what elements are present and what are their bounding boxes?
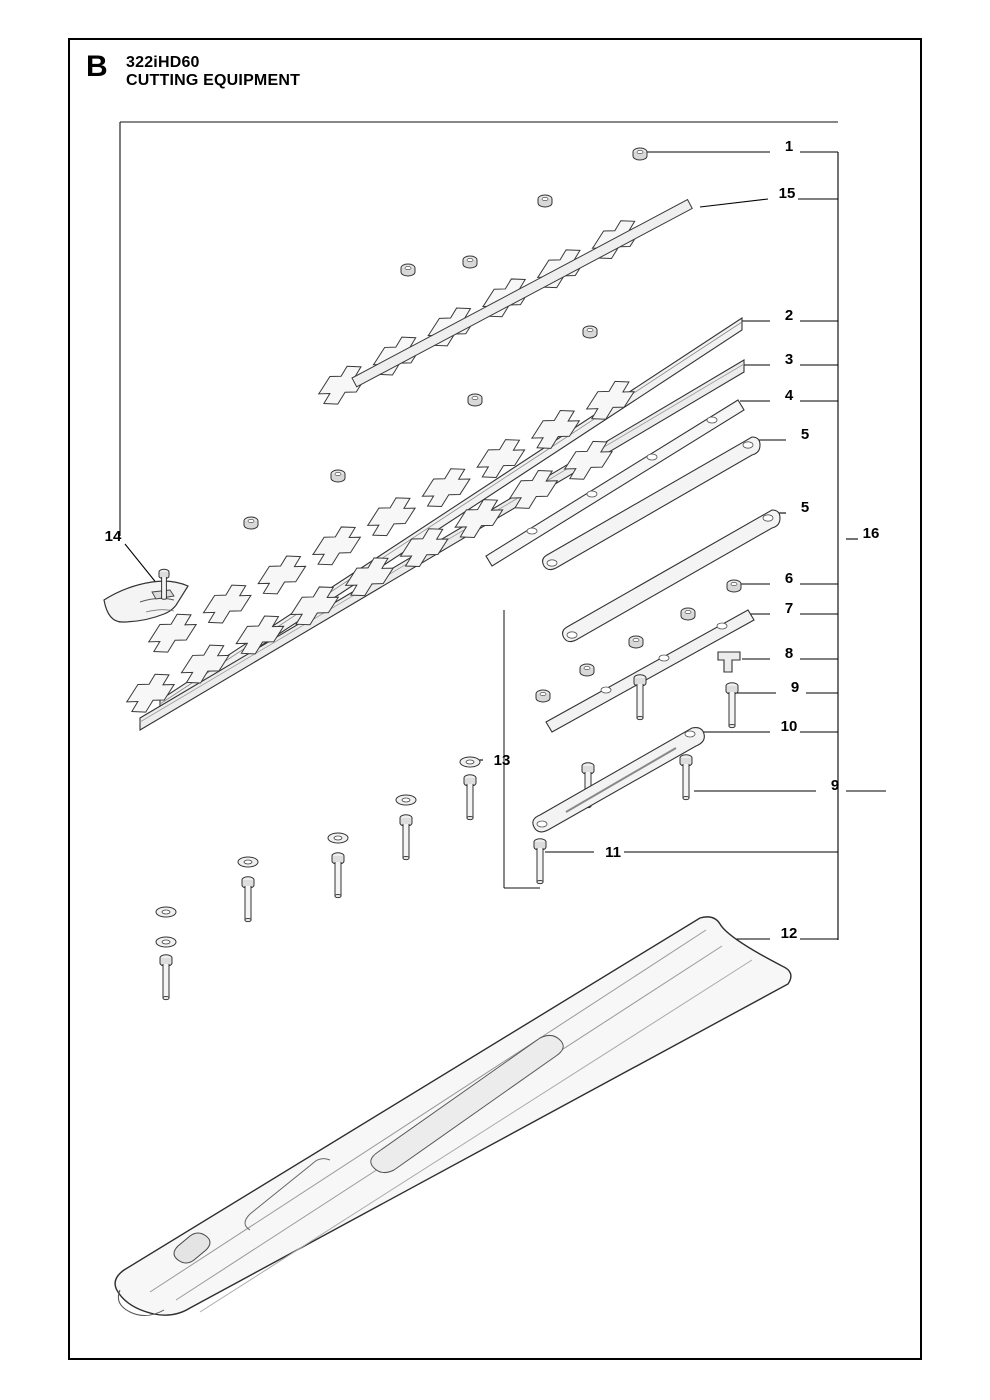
part-6-nut-b [681, 608, 695, 620]
part-6-nut-c [629, 636, 643, 648]
part-11-screw [534, 839, 546, 884]
part-13-screw-d [242, 877, 254, 922]
callout-11: 11 [605, 844, 621, 861]
part-15-upper-cutter [314, 200, 693, 410]
callout-2: 2 [784, 307, 794, 324]
part-13-washer-c [328, 833, 348, 843]
part-1-nut-d [401, 264, 415, 276]
part-12-blade-cover [115, 917, 791, 1316]
part-1-nut-c [463, 256, 477, 268]
part-13-screw-e [160, 955, 172, 1000]
part-14-guard [104, 581, 188, 622]
part-1-nut-e [583, 326, 597, 338]
part-8-clip [718, 652, 740, 672]
part-13-washer-a [460, 757, 480, 767]
part-13-screw-c [332, 853, 344, 898]
part-13-washer-b [396, 795, 416, 805]
callout-6: 6 [784, 570, 794, 587]
part-1-nut-g [331, 470, 345, 482]
callout-13: 13 [493, 752, 511, 769]
part-13-screw-a [464, 775, 476, 820]
part-13-washer-f [156, 937, 176, 947]
part-1-nut-a [633, 148, 647, 160]
callout-5-lower: 5 [800, 499, 810, 516]
part-13-screw-b [400, 815, 412, 860]
part-6-nut-d [580, 664, 594, 676]
part-lower-cutter-row-2 [122, 436, 618, 718]
callout-9-lower: 9 [830, 777, 840, 794]
callout-10: 10 [780, 718, 798, 735]
part-1-nut-b [538, 195, 552, 207]
callout-5-upper: 5 [800, 426, 810, 443]
callout-14: 14 [104, 528, 122, 545]
callout-9-upper: 9 [790, 679, 800, 696]
part-9-screw-b [680, 755, 692, 800]
section-letter: B [86, 50, 108, 83]
callout-4: 4 [784, 387, 794, 404]
part-9-screw-c [634, 675, 646, 720]
model-name: 322iHD60 [126, 54, 200, 71]
part-13-washer-e [156, 907, 176, 917]
part-13-washer-d [238, 857, 258, 867]
callout-3: 3 [784, 351, 794, 368]
callout-8: 8 [784, 645, 794, 662]
part-6-nut-e [536, 690, 550, 702]
section-title: CUTTING EQUIPMENT [126, 72, 301, 89]
callout-12: 12 [780, 925, 798, 942]
part-9-screw-a [726, 683, 738, 728]
callout-1: 1 [784, 138, 794, 155]
part-6-nut-a [727, 580, 741, 592]
callout-16: 16 [862, 525, 880, 542]
assembly-frame [120, 122, 838, 888]
part-1-nut-h [244, 517, 258, 529]
callout-leader-lines [120, 122, 886, 940]
callout-7: 7 [784, 600, 794, 617]
part-1-nut-f [468, 394, 482, 406]
callout-15: 15 [778, 185, 796, 202]
part-10-guide-bar [533, 728, 704, 832]
